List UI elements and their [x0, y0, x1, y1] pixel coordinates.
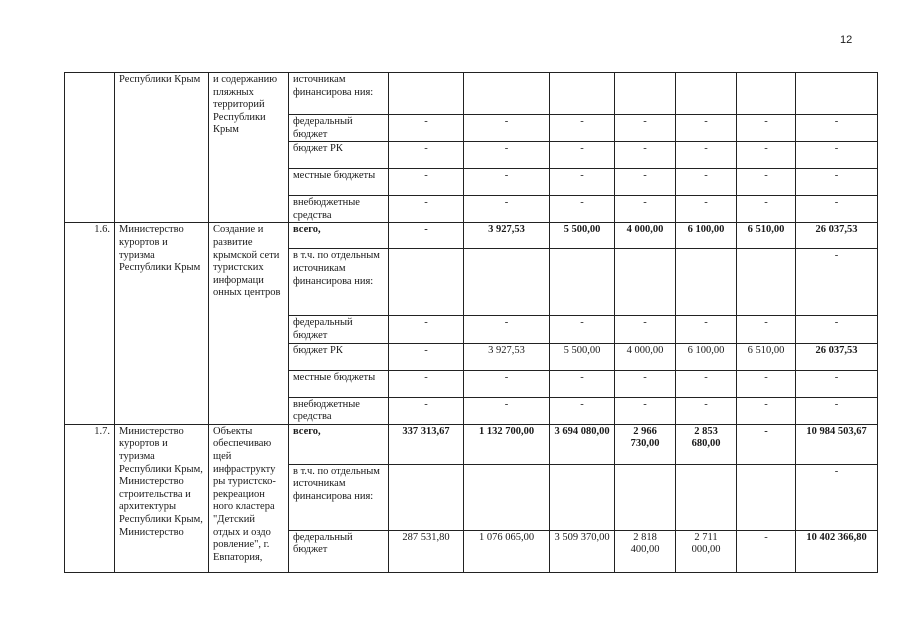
value-cell: -	[676, 397, 737, 424]
value-cell: -	[389, 115, 464, 142]
total-cell: 26 037,53	[796, 343, 878, 370]
value-cell: -	[464, 397, 550, 424]
value-cell: -	[737, 424, 796, 464]
responsible-org: Министерство курортов и туризма Республики Крым, Министерство строительства и архитектуры Республики Крым, Министерство	[115, 424, 209, 572]
total-cell: 26 037,53	[796, 223, 878, 249]
total-cell: -	[796, 142, 878, 169]
value-cell: 4 000,00	[615, 223, 676, 249]
source-label: всего,	[289, 223, 389, 249]
value-cell	[464, 73, 550, 115]
value-cell	[676, 464, 737, 530]
value-cell	[464, 464, 550, 530]
value-cell: -	[615, 370, 676, 397]
value-cell: -	[464, 115, 550, 142]
value-cell: -	[389, 223, 464, 249]
value-cell	[389, 73, 464, 115]
value-cell: -	[676, 169, 737, 196]
responsible-org: Министерство курортов и туризма Республики Крым	[115, 223, 209, 424]
value-cell: -	[737, 530, 796, 572]
source-label: бюджет РК	[289, 142, 389, 169]
value-cell: 3 927,53	[464, 223, 550, 249]
value-cell: -	[615, 115, 676, 142]
value-cell: 287 531,80	[389, 530, 464, 572]
activity-name: Создание и развитие крымской сети туристских информаци онных центров	[209, 223, 289, 424]
value-cell: 6 100,00	[676, 343, 737, 370]
value-cell: -	[737, 397, 796, 424]
value-cell: -	[615, 169, 676, 196]
value-cell: -	[737, 169, 796, 196]
total-cell: -	[796, 397, 878, 424]
value-cell: -	[389, 370, 464, 397]
value-cell: 5 500,00	[550, 343, 615, 370]
value-cell	[737, 249, 796, 316]
page-number: 12	[840, 34, 853, 46]
value-cell: 337 313,67	[389, 424, 464, 464]
value-cell: -	[615, 142, 676, 169]
value-cell	[389, 464, 464, 530]
total-cell: 10 402 366,80	[796, 530, 878, 572]
value-cell	[389, 249, 464, 316]
value-cell: -	[676, 316, 737, 343]
value-cell: -	[737, 196, 796, 223]
value-cell: -	[464, 169, 550, 196]
value-cell: 3 927,53	[464, 343, 550, 370]
value-cell: -	[464, 142, 550, 169]
value-cell	[615, 73, 676, 115]
value-cell	[615, 249, 676, 316]
source-label: в т.ч. по отдельным источникам финансирова ния:	[289, 464, 389, 530]
value-cell	[550, 249, 615, 316]
activity-name: Объекты обеспечиваю щей инфраструкту ры туристско-рекреацион ного кластера "Детский отдых и оздо ровление", г. Евпатория,	[209, 424, 289, 572]
value-cell: 1 076 065,00	[464, 530, 550, 572]
total-cell	[796, 73, 878, 115]
value-cell: -	[676, 196, 737, 223]
total-cell: -	[796, 115, 878, 142]
source-label: бюджет РК	[289, 343, 389, 370]
value-cell: -	[676, 142, 737, 169]
value-cell: -	[737, 115, 796, 142]
responsible-org: Республики Крым	[115, 73, 209, 223]
value-cell	[615, 464, 676, 530]
value-cell	[737, 464, 796, 530]
value-cell: 1 132 700,00	[464, 424, 550, 464]
value-cell: -	[615, 196, 676, 223]
table-row	[65, 73, 878, 115]
total-cell: -	[796, 169, 878, 196]
value-cell: -	[550, 397, 615, 424]
value-cell: -	[550, 196, 615, 223]
value-cell: -	[676, 370, 737, 397]
value-cell	[676, 73, 737, 115]
source-label: источникам финансирова ния:	[289, 73, 389, 115]
value-cell: 5 500,00	[550, 223, 615, 249]
value-cell: -	[615, 397, 676, 424]
value-cell: -	[464, 316, 550, 343]
source-label: местные бюджеты	[289, 169, 389, 196]
source-label: в т.ч. по отдельным источникам финансирова ния:	[289, 249, 389, 316]
value-cell: -	[550, 115, 615, 142]
value-cell: -	[389, 142, 464, 169]
table-row	[65, 424, 878, 464]
total-cell: -	[796, 464, 878, 530]
total-cell: -	[796, 316, 878, 343]
value-cell: -	[550, 370, 615, 397]
value-cell: 6 510,00	[737, 223, 796, 249]
source-label: всего,	[289, 424, 389, 464]
value-cell: -	[676, 115, 737, 142]
value-cell: -	[737, 142, 796, 169]
value-cell: -	[550, 316, 615, 343]
value-cell: 6 100,00	[676, 223, 737, 249]
value-cell: 6 510,00	[737, 343, 796, 370]
value-cell: 3 509 370,00	[550, 530, 615, 572]
value-cell: -	[464, 196, 550, 223]
total-cell: -	[796, 249, 878, 316]
value-cell: -	[389, 397, 464, 424]
row-number	[65, 73, 115, 223]
value-cell: -	[389, 316, 464, 343]
value-cell: 2 818 400,00	[615, 530, 676, 572]
value-cell: 2 711 000,00	[676, 530, 737, 572]
source-label: внебюджетные средства	[289, 397, 389, 424]
value-cell: -	[737, 316, 796, 343]
table-row	[65, 223, 878, 249]
total-cell: -	[796, 196, 878, 223]
value-cell: 2 966 730,00	[615, 424, 676, 464]
value-cell: -	[550, 142, 615, 169]
row-number: 1.6.	[65, 223, 115, 424]
value-cell: -	[615, 316, 676, 343]
source-label: внебюджетные средства	[289, 196, 389, 223]
value-cell: -	[550, 169, 615, 196]
total-cell: -	[796, 370, 878, 397]
source-label: федеральный бюджет	[289, 115, 389, 142]
value-cell: 3 694 080,00	[550, 424, 615, 464]
source-label: федеральный бюджет	[289, 530, 389, 572]
value-cell	[464, 249, 550, 316]
value-cell	[550, 73, 615, 115]
value-cell	[676, 249, 737, 316]
value-cell: -	[464, 370, 550, 397]
value-cell: -	[389, 343, 464, 370]
total-cell: 10 984 503,67	[796, 424, 878, 464]
value-cell: -	[389, 196, 464, 223]
value-cell: 4 000,00	[615, 343, 676, 370]
value-cell	[550, 464, 615, 530]
value-cell: 2 853 680,00	[676, 424, 737, 464]
value-cell: -	[737, 370, 796, 397]
budget-table	[64, 72, 878, 573]
source-label: местные бюджеты	[289, 370, 389, 397]
row-number: 1.7.	[65, 424, 115, 572]
value-cell: -	[389, 169, 464, 196]
source-label: федеральный бюджет	[289, 316, 389, 343]
activity-name: и содержанию пляжных территорий Республики Крым	[209, 73, 289, 223]
value-cell	[737, 73, 796, 115]
